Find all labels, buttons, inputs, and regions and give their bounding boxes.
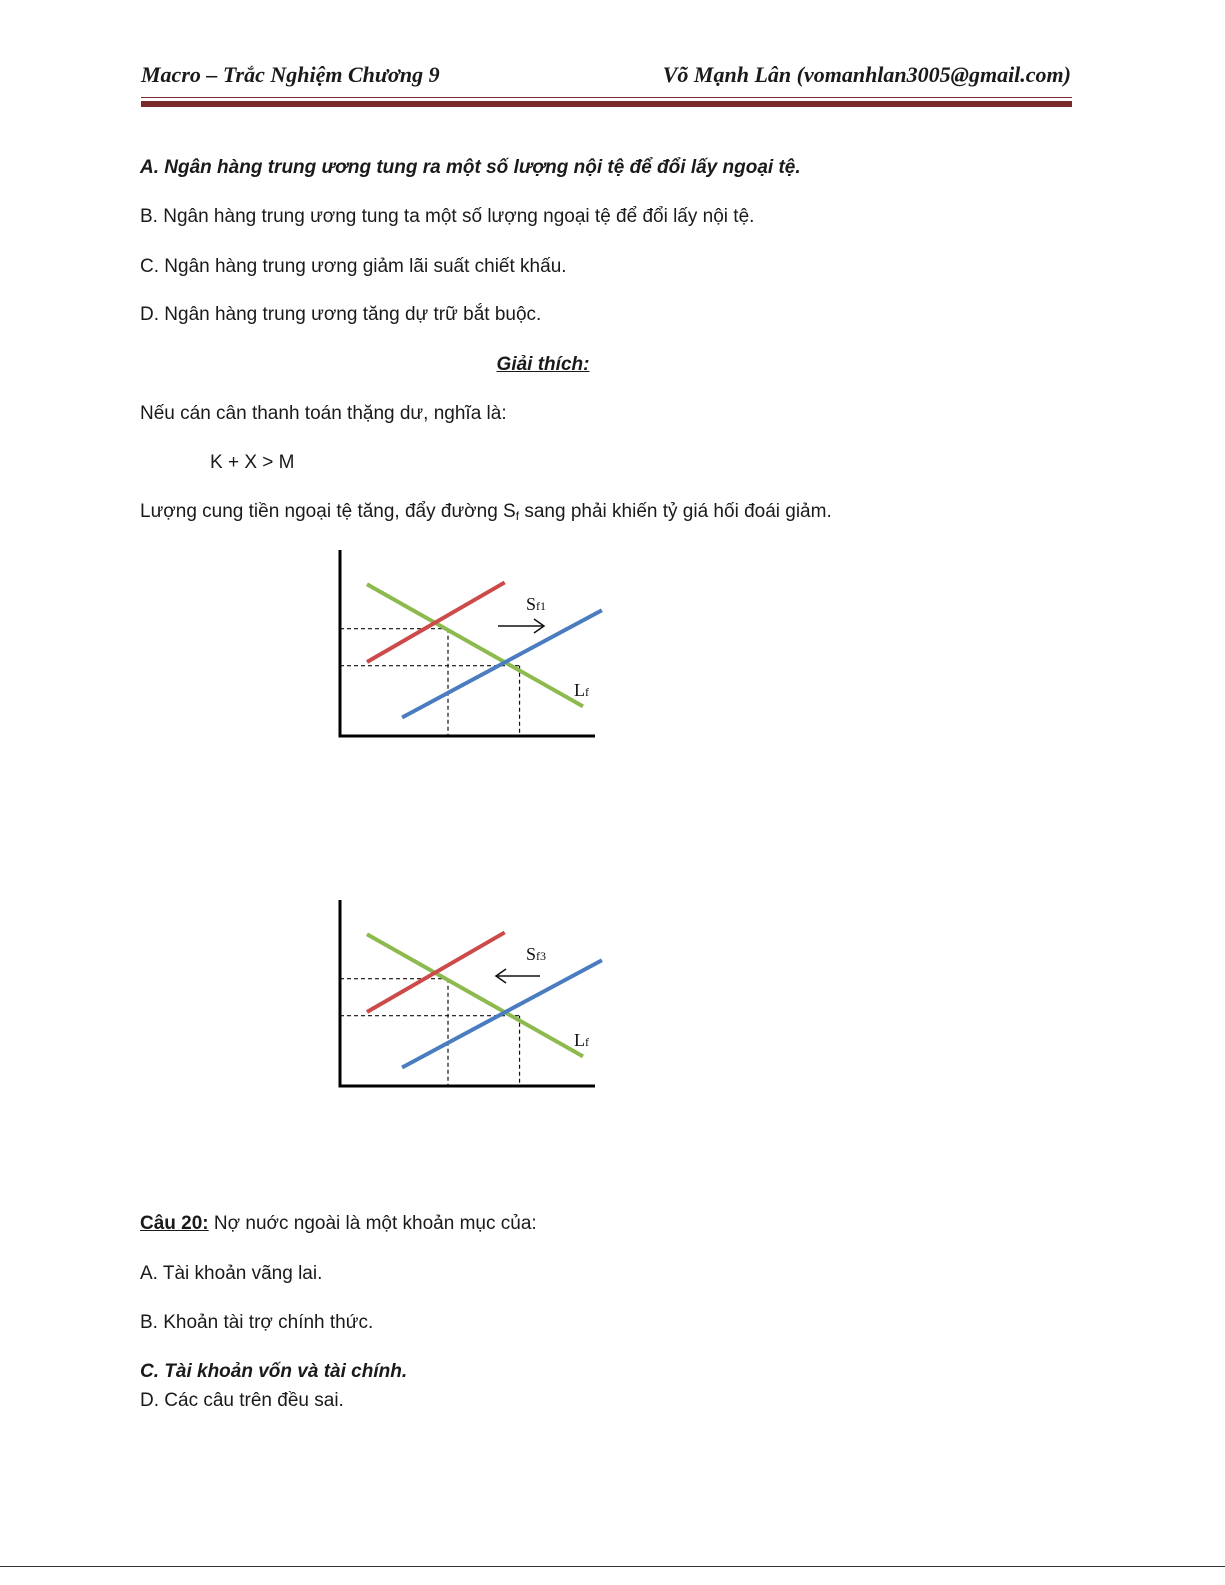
series-label-main-Lf: L [574,1030,585,1050]
header-title: Macro – Trắc Nghiệm Chương 9 [141,62,440,87]
series-label-sub-Lf: f [585,1035,589,1049]
chart-2-svg [330,898,620,1098]
chart-supply-increase [330,548,620,748]
q19-option-d: D. Ngân hàng trung ương tăng dự trữ bắt buộc. [140,304,542,325]
series-label-main-Lf: L [574,680,585,700]
series-label-main-Sf3: S [526,944,537,964]
series-label-Lf [574,1030,589,1050]
q19-option-a: A. Ngân hàng trung ương tung ra một số lượng nội tệ để đổi lấy ngoại tệ. [140,157,801,178]
series-label-Sf3 [526,944,546,964]
series-label-Sf1 [526,594,546,614]
q19-option-b: B. Ngân hàng trung ương tung ta một số lượng ngoại tệ để đổi lấy nội tệ. [140,206,755,227]
chart-1-svg [330,548,620,748]
result-text-after: sang phải khiến tỷ giá hối đoái giảm. [519,501,832,522]
header-rule-thin [141,97,1072,98]
q20-stem [140,1212,537,1236]
result-subscript: f [515,509,520,523]
header-rule-thick [141,101,1072,107]
q20-label: Câu 20: [140,1213,209,1234]
series-label-Lf [574,680,589,700]
q20-text: Nợ nuớc ngoài là một khoản mục của: [208,1213,537,1234]
series-label-sub-Lf: f [585,685,589,699]
explanation-heading: Giải thích: [496,354,590,375]
page-header [141,62,1071,98]
series-label-main-Sf1: S [526,594,537,614]
q20-option-a: A. Tài khoản vãng lai. [140,1263,323,1284]
series-label-sub-Sf1: f1 [536,599,547,613]
page-bottom-rule [0,1566,1225,1567]
q20-option-c: C. Tài khoản vốn và tài chính. [140,1361,408,1382]
q20-option-b: B. Khoản tài trợ chính thức. [140,1312,374,1333]
result-text-before: Lượng cung tiền ngoại tệ tăng, đẩy đường S [140,501,516,522]
chart-supply-decrease [330,898,620,1098]
q20-option-d: D. Các câu trên đều sai. [140,1390,344,1411]
explanation-result [140,500,832,528]
series-label-sub-Sf3: f3 [536,949,547,963]
header-author: Võ Mạnh Lân (vomanhlan3005@gmail.com) [662,62,1071,87]
q19-option-c: C. Ngân hàng trung ương giảm lãi suất chiết khấu. [140,256,567,277]
explanation-formula: K + X > M [210,452,295,473]
explanation-intro: Nếu cán cân thanh toán thặng dư, nghĩa là: [140,403,507,424]
